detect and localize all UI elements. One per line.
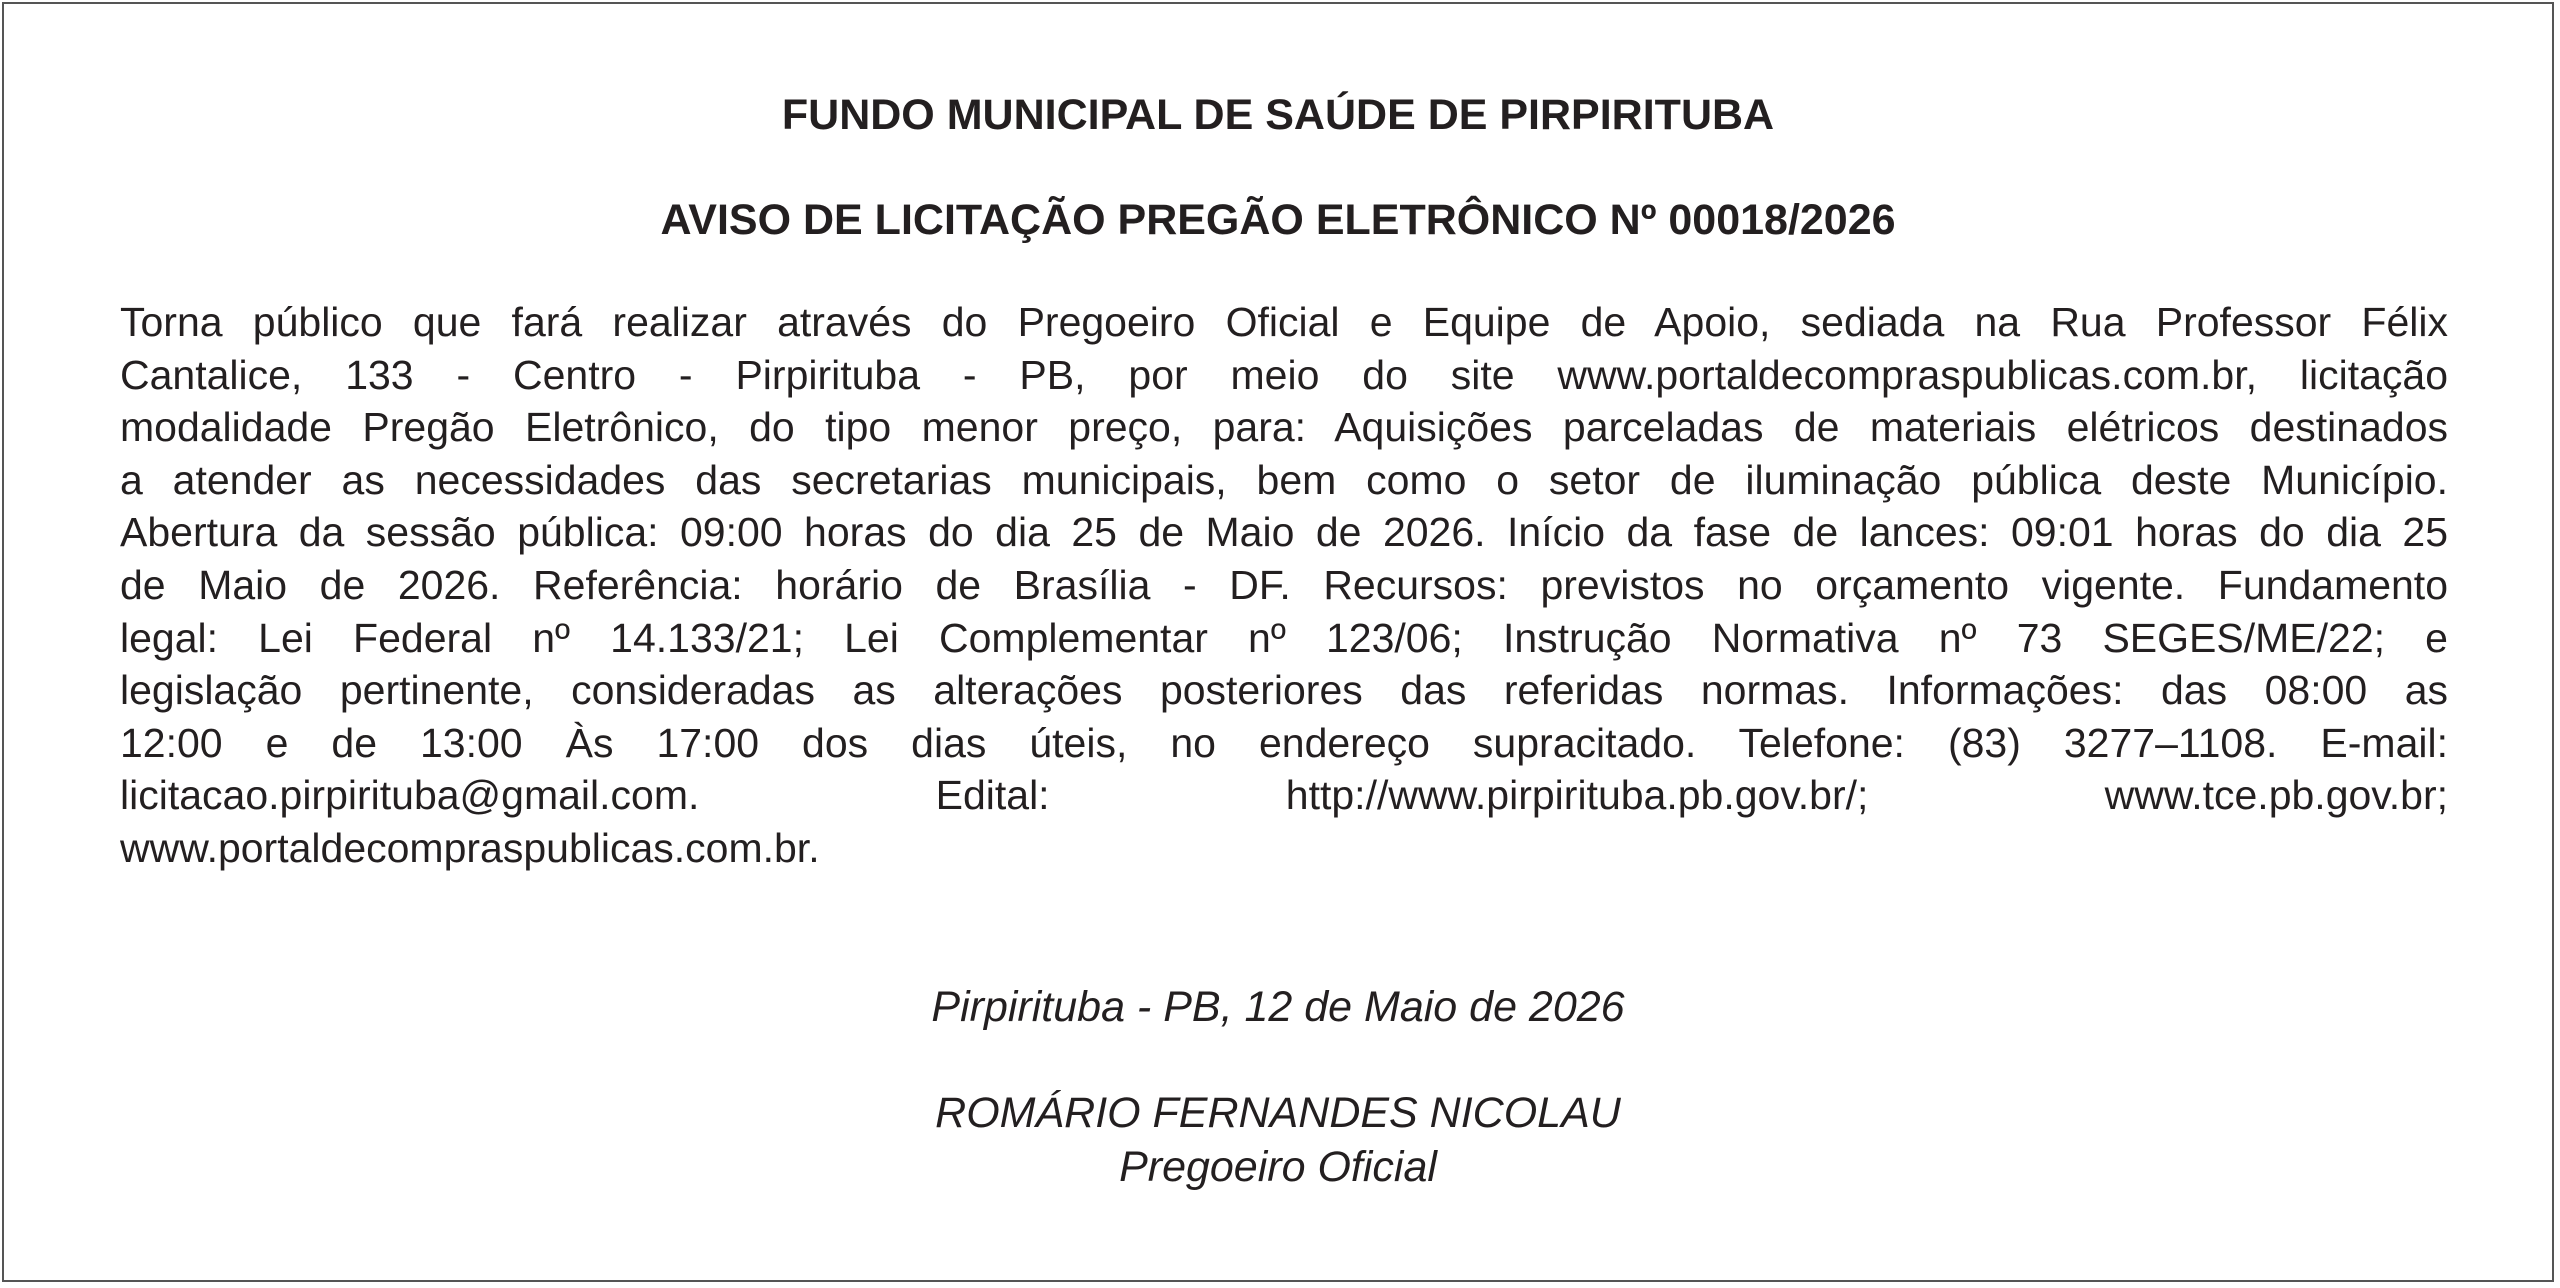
notice-frame [2, 2, 2554, 1282]
body-line: legislação pertinente, consideradas as alterações posteriores das referidas normas. Informações: das 08:00 as [120, 667, 2448, 714]
body-line: Cantalice, 133 - Centro - Pirpirituba - PB, por meio do site www.portaldecompraspublicas.com.br, licitação [120, 351, 2448, 398]
place-date: Pirpirituba - PB, 12 de Maio de 2026 [931, 983, 1625, 1031]
body-line: modalidade Pregão Eletrônico, do tipo menor preço, para: Aquisições parceladas de materiais elétricos destinados [120, 404, 2448, 451]
body-line: 12:00 e de 13:00 Às 17:00 dos dias úteis, no endereço supracitado. Telefone: (83) 3277–1108. E-mail: [120, 719, 2448, 766]
body-line: de Maio de 2026. Referência: horário de Brasília - DF. Recursos: previstos no orçamento vigente. Fundamento [120, 561, 2448, 608]
body-line: licitacao.pirpirituba@gmail.com. Edital: http://www.pirpirituba.pb.gov.br/; www.tce.pb.gov.br; [120, 772, 2448, 819]
notice-body [120, 296, 2448, 875]
organization-heading: FUNDO MUNICIPAL DE SAÚDE DE PIRPIRITUBA [781, 91, 1775, 139]
notice-title: AVISO DE LICITAÇÃO PREGÃO ELETRÔNICO Nº 00018/2026 [660, 196, 1896, 244]
body-line: legal: Lei Federal nº 14.133/21; Lei Complementar nº 123/06; Instrução Normativa nº 73 SEGES/ME/22; e [120, 614, 2448, 661]
signer-role: Pregoeiro Oficial [1119, 1143, 1437, 1191]
body-line: Abertura da sessão pública: 09:00 horas do dia 25 de Maio de 2026. Início da fase de lances: 09:01 horas do dia 25 [120, 509, 2448, 556]
body-line: Torna público que fará realizar através do Pregoeiro Oficial e Equipe de Apoio, sediada na Rua Professor Félix [120, 299, 2448, 345]
signer-name: ROMÁRIO FERNANDES NICOLAU [935, 1089, 1621, 1137]
body-line: www.portaldecompraspublicas.com.br. [120, 824, 820, 871]
body-line: a atender as necessidades das secretarias municipais, bem como o setor de iluminação pública deste Município. [120, 456, 2448, 503]
